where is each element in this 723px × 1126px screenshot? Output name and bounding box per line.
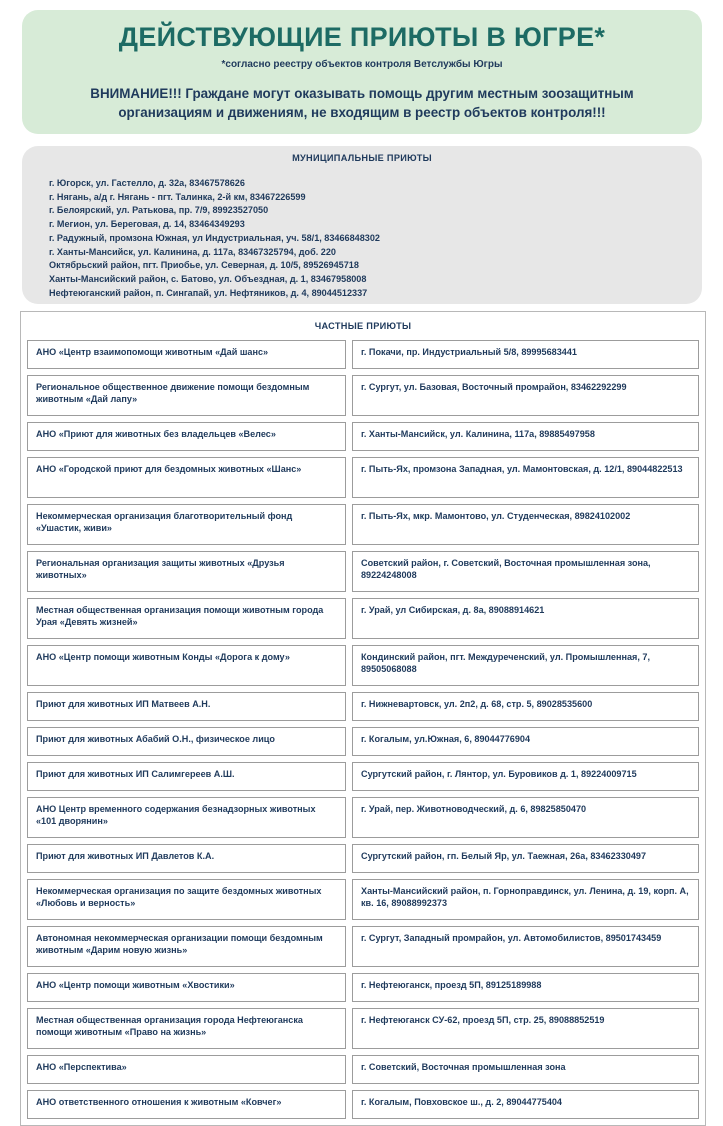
org-cell: АНО «Центр взаимопомощи животным «Дай шанс»: [27, 340, 346, 369]
address-cell: г. Когалым, Повховское ш., д. 2, 89044775404: [352, 1090, 699, 1119]
table-row: [27, 457, 699, 498]
private-section-title: ЧАСТНЫЕ ПРИЮТЫ: [314, 321, 412, 331]
table-row: [27, 504, 699, 545]
table-row: [27, 375, 699, 416]
list-item: Ханты-Мансийский район, с. Батово, ул. Объездная, д. 1, 83467958008: [49, 273, 367, 284]
org-cell: АНО «Перспектива»: [27, 1055, 346, 1084]
header-banner: [22, 10, 702, 134]
org-cell: АНО ответственного отношения к животным «Ковчег»: [27, 1090, 346, 1119]
address-cell: г. Ханты-Мансийск, ул. Калинина, 117а, 89885497958: [352, 422, 699, 451]
municipal-shelters-section: [22, 146, 702, 304]
table-row: [27, 422, 699, 451]
list-item: г. Мегион, ул. Береговая, д. 14, 83464349293: [49, 219, 245, 230]
address-cell: Кондинский район, пгт. Междуреченский, ул. Промышленная, 7, 89505068088: [352, 645, 699, 686]
table-row: [27, 598, 699, 639]
address-cell: г. Пыть-Ях, промзона Западная, ул. Мамонтовская, д. 12/1, 89044822513: [352, 457, 699, 498]
org-cell: Местная общественная организация помощи животным города Урая «Девять жизней»: [27, 598, 346, 639]
table-row: [27, 879, 699, 920]
org-cell: Автономная некоммерческая организации помощи бездомным животным «Дарим новую жизнь»: [27, 926, 346, 967]
private-shelters-table: [21, 334, 705, 1125]
org-cell: АНО «Городской приют для бездомных животных «Шанс»: [27, 457, 346, 498]
address-cell: г. Когалым, ул.Южная, 6, 89044776904: [352, 727, 699, 756]
list-item: г. Радужный, промзона Южная, ул Индустриальная, уч. 58/1, 83466848302: [49, 232, 380, 243]
table-row: [27, 797, 699, 838]
list-item: г. Югорск, ул. Гастелло, д. 32а, 83467578626: [49, 178, 245, 188]
list-item: Октябрьский район, пгт. Приобье, ул. Северная, д. 10/5, 89526945718: [49, 260, 359, 271]
list-item: г. Белоярский, ул. Ратькова, пр. 7/9, 89923527050: [49, 205, 269, 216]
table-row: [27, 973, 699, 1002]
org-cell: Приют для животных ИП Давлетов К.А.: [27, 844, 346, 873]
table-row: [27, 844, 699, 873]
address-cell: Сургутский район, г. Лянтор, ул. Буровиков д. 1, 89224009715: [352, 762, 699, 791]
table-row: [27, 1090, 699, 1119]
org-cell: Приют для животных Абабий О.Н., физическое лицо: [27, 727, 346, 756]
table-row: [27, 692, 699, 721]
org-cell: Приют для животных ИП Салимгереев А.Ш.: [27, 762, 346, 791]
list-item: Нефтеюганский район, п. Сингапай, ул. Нефтяников, д. 4, 89044512337: [49, 287, 368, 298]
address-cell: г. Сургут, ул. Базовая, Восточный промрайон, 83462292299: [352, 375, 699, 416]
address-cell: г. Урай, пер. Животноводческий, д. 6, 89825850470: [352, 797, 699, 838]
municipal-section-title: МУНИЦИПАЛЬНЫЕ ПРИЮТЫ: [292, 153, 432, 163]
org-cell: АНО «Центр помощи животным Конды «Дорога к дому»: [27, 645, 346, 686]
org-cell: АНО «Приют для животных без владельцев «Велес»: [27, 422, 346, 451]
table-row: [27, 340, 699, 369]
table-row: [27, 762, 699, 791]
table-row: [27, 1008, 699, 1049]
address-cell: Советский район, г. Советский, Восточная промышленная зона, 89224248008: [352, 551, 699, 592]
org-cell: Приют для животных ИП Матвеев А.Н.: [27, 692, 346, 721]
table-row: [27, 645, 699, 686]
org-cell: Местная общественная организация города Нефтеюганска помощи животным «Право на жизнь»: [27, 1008, 346, 1049]
warning-text: ВНИМАНИЕ!!! Граждане могут оказывать помощь другим местным зоозащитным организациям и движениям, не входящим в реестр объектов контроля!!!: [90, 86, 634, 120]
page-title: ДЕЙСТВУЮЩИЕ ПРИЮТЫ В ЮГРЕ*: [118, 22, 606, 52]
address-cell: Ханты-Мансийский район, п. Горноправдинск, ул. Ленина, д. 19, корп. А, кв. 16, 89088992373: [352, 879, 699, 920]
private-shelters-section: [20, 311, 706, 1126]
municipal-list: [49, 177, 702, 300]
page-subtitle: *согласно реестру объектов контроля Ветслужбы Югры: [221, 59, 503, 70]
address-cell: г. Нефтеюганск СУ-62, проезд 5П, стр. 25, 89088852519: [352, 1008, 699, 1049]
table-row: [27, 1055, 699, 1084]
address-cell: Сургутский район, гп. Белый Яр, ул. Таежная, 26а, 83462330497: [352, 844, 699, 873]
address-cell: г. Покачи, пр. Индустриальный 5/8, 89995683441: [352, 340, 699, 369]
org-cell: АНО «Центр помощи животным «Хвостики»: [27, 973, 346, 1002]
address-cell: г. Нижневартовск, ул. 2п2, д. 68, стр. 5, 89028535600: [352, 692, 699, 721]
list-item: г. Нягань, а/д г. Нягань - пгт. Талинка, 2-й км, 83467226599: [49, 191, 306, 202]
address-cell: г. Урай, ул Сибирская, д. 8а, 89088914621: [352, 598, 699, 639]
table-row: [27, 727, 699, 756]
table-row: [27, 551, 699, 592]
address-cell: г. Сургут, Западный промрайон, ул. Автомобилистов, 89501743459: [352, 926, 699, 967]
org-cell: Некоммерческая организация по защите бездомных животных «Любовь и верность»: [27, 879, 346, 920]
address-cell: г. Пыть-Ях, мкр. Мамонтово, ул. Студенческая, 89824102002: [352, 504, 699, 545]
address-cell: г. Нефтеюганск, проезд 5П, 89125189988: [352, 973, 699, 1002]
address-cell: г. Советский, Восточная промышленная зона: [352, 1055, 699, 1084]
table-row: [27, 926, 699, 967]
org-cell: Некоммерческая организация благотворительный фонд «Ушастик, живи»: [27, 504, 346, 545]
org-cell: Региональное общественное движение помощи бездомным животным «Дай лапу»: [27, 375, 346, 416]
org-cell: АНО Центр временного содержания безнадзорных животных «101 дворянин»: [27, 797, 346, 838]
org-cell: Региональная организация защиты животных «Друзья животных»: [27, 551, 346, 592]
list-item: г. Ханты-Мансийск, ул. Калинина, д. 117а, 83467325794, доб. 220: [49, 246, 336, 257]
